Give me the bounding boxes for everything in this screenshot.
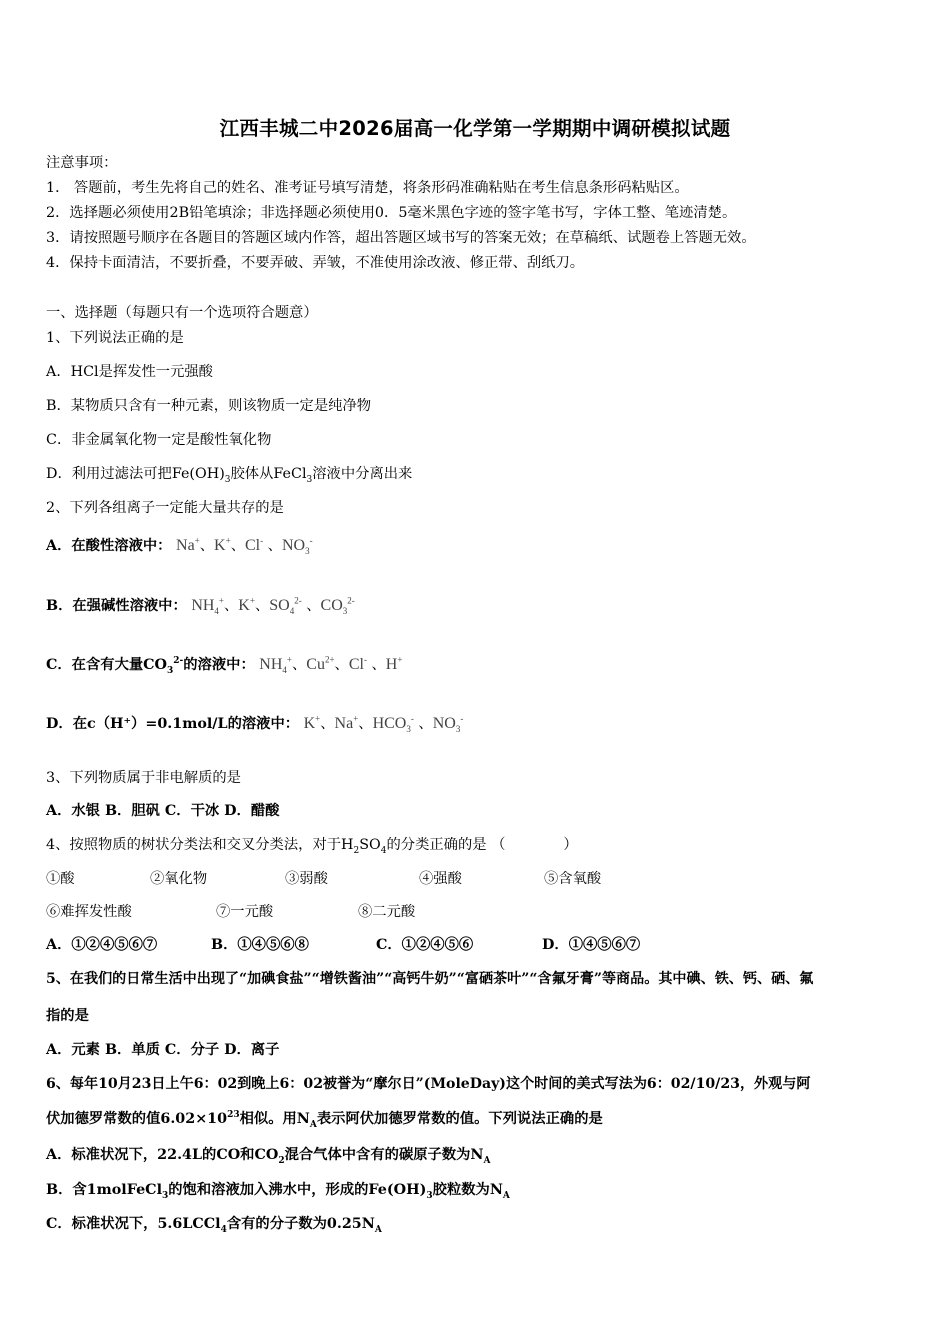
question-stem: 3、下列物质属于非电解质的是 <box>46 770 241 786</box>
ion-na: Na+ <box>176 535 200 554</box>
classification-item: ⑧二元酸 <box>358 904 416 920</box>
ion-h: H+ <box>385 654 403 673</box>
option-c: C．在含有大量$CO_3^{2-}$的溶液中： $NH_4^+$、$Cu^{2+}$、Cl- 、H+ <box>46 654 403 676</box>
answer-option: A．①②④⑤⑥⑦ <box>46 937 158 953</box>
question-stem: 6、每年10月23日上午6：02到晚上6：02被誉为“摩尔日”(MoleDay)这个时间的美式写法为6：02/10/23，外观与阿 <box>46 1076 811 1092</box>
option-c: C．非金属氧化物一定是酸性氧化物 <box>46 432 272 448</box>
answer-option: D．①④⑤⑥⑦ <box>542 937 641 953</box>
option-b: B．某物质只含有一种元素，则该物质一定是纯净物 <box>46 398 372 414</box>
ion-no3: $NO_3^-$ <box>432 713 464 735</box>
option-a: A．标准状况下，22.4L的CO和$CO_2$混合气体中含有的碳原子数为$N_A$ <box>46 1147 491 1166</box>
ion-co3: $CO_3^{2-}$ <box>320 595 355 617</box>
notice-item: 3．请按照题号顺序在各题目的答题区域内作答，超出答题区域书写的答案无效；在草稿纸、试题卷上答题无效。 <box>46 230 756 246</box>
section-heading: 一、选择题（每题只有一个选项符合题意） <box>46 305 318 321</box>
notice-item: 2．选择题必须使用2B铅笔填涂；非选择题必须使用0．5毫米黑色字迹的签字笔书写，字体工整、笔迹清楚。 <box>46 205 737 221</box>
ion-na: Na+ <box>334 713 359 732</box>
ion-cl: Cl- <box>244 535 264 554</box>
options-row: A．水银 B．胆矾 C．干冰 D．醋酸 <box>46 803 280 819</box>
ion-k: K+ <box>214 535 231 554</box>
page-title: 江西丰城二中2026届高一化学第一学期期中调研模拟试题 <box>219 117 731 140</box>
options-row: A．元素 B．单质 C．分子 D．离子 <box>46 1042 280 1058</box>
ion-cl: Cl- <box>348 654 367 673</box>
question-stem: 指的是 <box>46 1008 89 1024</box>
option-c: C．标准状况下，5.6LCCl$_4$含有的分子数为$0.25N_A$ <box>46 1216 382 1235</box>
ion-k: K+ <box>303 713 321 732</box>
classification-item: ⑦一元酸 <box>216 904 274 920</box>
ion-k: K+ <box>238 595 255 614</box>
option-d: D．在c（H⁺）=0.1mol/L的溶液中： K+、Na+、$HCO_3^-$ 、$NO_3^-$ <box>46 713 464 735</box>
notice-item: 4．保持卡面清洁，不要折叠，不要弄破、弄皱，不准使用涂改液、修正带、刮纸刀。 <box>46 255 585 271</box>
ion-no3: $NO_3^-$ <box>281 535 313 557</box>
notice-item: 1． 答题前，考生先将自己的姓名、准考证号填写清楚，将条形码准确粘贴在考生信息条形码粘贴区。 <box>46 180 689 196</box>
question-stem: 伏加德罗常数的值$6.02\times 10^{23}$相似。用$N_A$表示阿伏加德罗常数的值。下列说法正确的是 <box>46 1110 603 1130</box>
option-b: B．在强碱性溶液中： $NH_4^+$、K+、$SO_4^{2-}$ 、$CO_3^{2-}$ <box>46 595 355 617</box>
option-d: D．利用过滤法可把$Fe(OH)_3$胶体从FeCl$_3$溶液中分离出来 <box>46 466 413 485</box>
classification-item: ⑥难挥发性酸 <box>46 904 132 920</box>
ion-nh4: $NH_4^+$ <box>191 595 224 617</box>
ion-so4: $SO_4^{2-}$ <box>269 595 302 617</box>
notice-heading: 注意事项： <box>46 155 118 171</box>
option-a: A．在酸性溶液中： Na+、K+、Cl- 、$NO_3^-$ <box>46 535 313 557</box>
ion-hco3: $HCO_3^-$ <box>372 713 414 735</box>
question-stem: 2、下列各组离子一定能大量共存的是 <box>46 500 284 516</box>
answers-row <box>46 934 640 954</box>
classification-row <box>46 868 601 888</box>
classification-item: ⑤含氧酸 <box>544 871 602 887</box>
classification-row <box>46 901 415 921</box>
option-a: A．HCl是挥发性一元强酸 <box>46 364 213 380</box>
question-stem: 4、按照物质的树状分类法和交叉分类法，对于$H_2SO_4$的分类正确的是 （ ） <box>46 837 578 856</box>
classification-item: ②氧化物 <box>150 871 208 887</box>
answer-option: B．①④⑤⑥⑧ <box>211 937 309 953</box>
ion-cu: $Cu^{2+}$ <box>306 654 335 673</box>
classification-item: ③弱酸 <box>285 871 328 887</box>
option-b: B．含1molFeCl$_3$的饱和溶液加入沸水中，形成的$Fe(OH)_3$胶粒数为$N_A$ <box>46 1182 510 1201</box>
ion-nh4: $NH_4^+$ <box>259 654 292 676</box>
question-stem: 1、下列说法正确的是 <box>46 330 184 346</box>
question-stem: 5、在我们的日常生活中出现了“加碘食盐”“增铁酱油”“高钙牛奶”“富硒茶叶”“含氟牙膏”等商品。其中碘、铁、钙、硒、氟 <box>46 971 814 987</box>
answer-option: C．①②④⑤⑥ <box>376 937 474 953</box>
classification-item: ④强酸 <box>419 871 462 887</box>
classification-item: ①酸 <box>46 871 75 887</box>
